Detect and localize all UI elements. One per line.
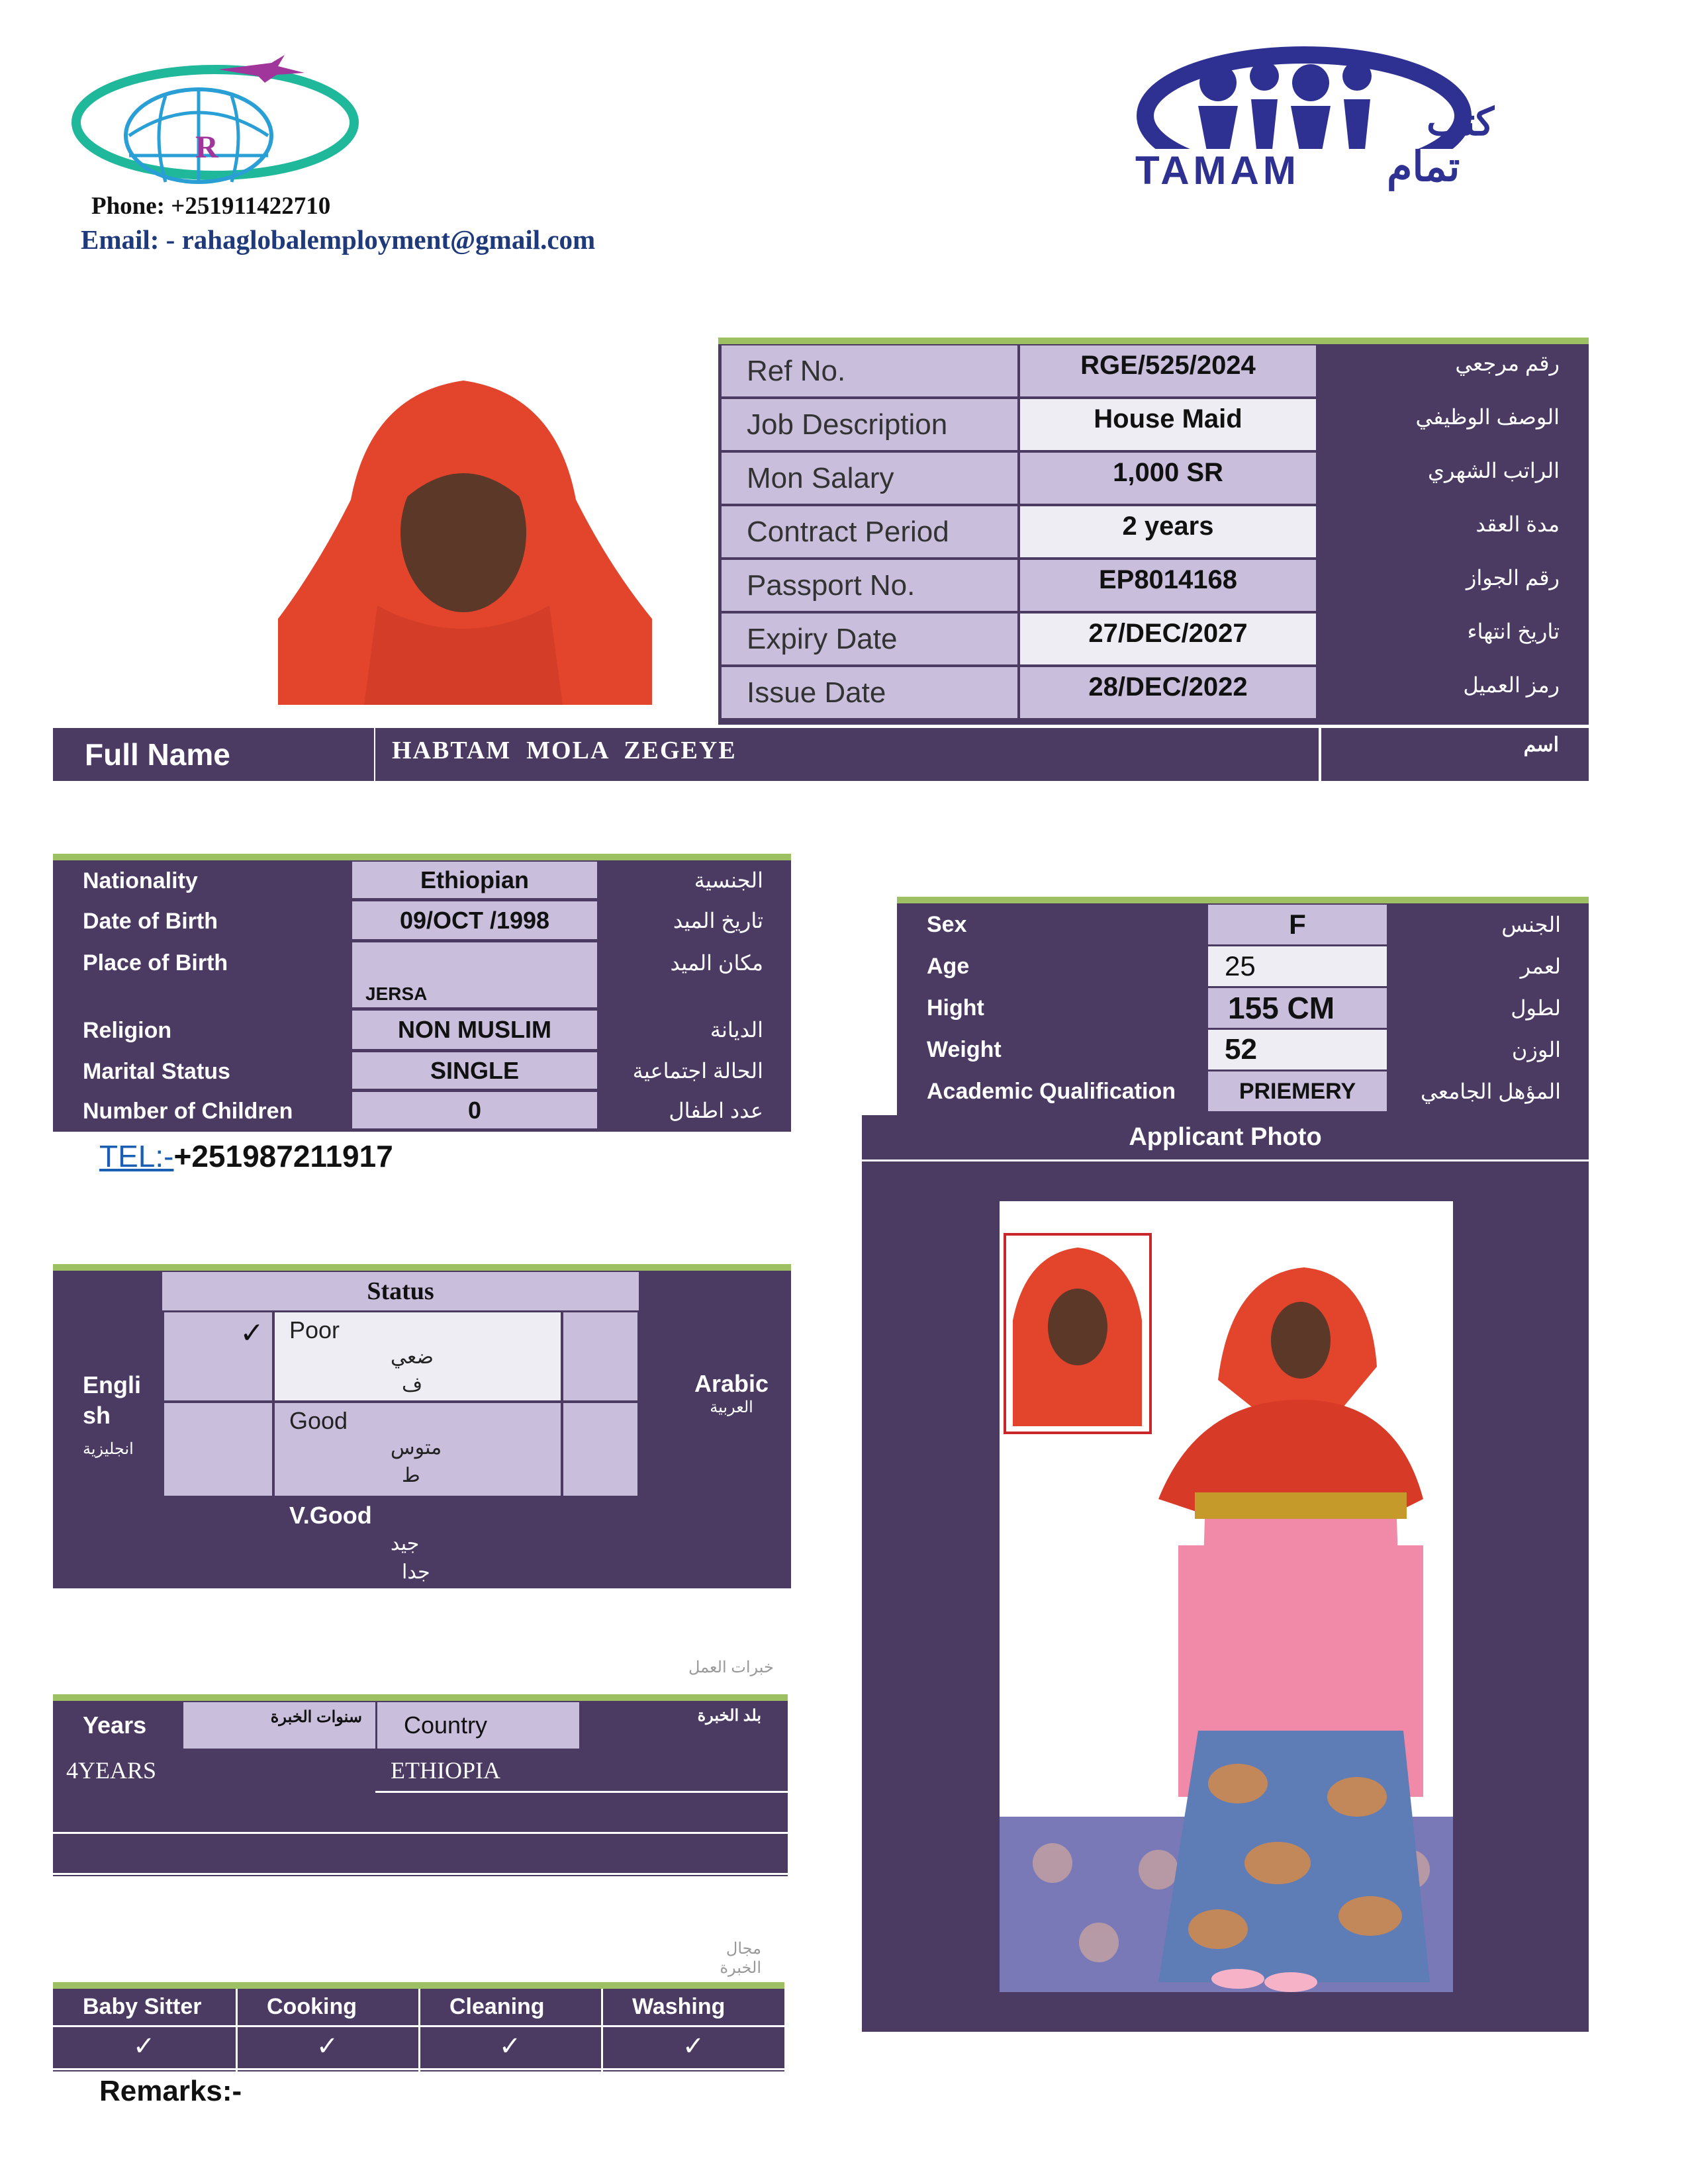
personal-value-3: NON MUSLIM	[352, 1011, 597, 1049]
level-cell-1	[275, 1403, 561, 1496]
level-label-0: Poor	[289, 1316, 340, 1343]
level-check-cell-0	[164, 1312, 272, 1400]
physical-value-0: F	[1208, 905, 1387, 944]
physical-label-3: Weight	[927, 1036, 1002, 1062]
info-label-4: Passport No.	[722, 560, 1017, 611]
years-value: 4YEARS	[66, 1757, 157, 1784]
years-label: Years	[83, 1711, 147, 1739]
personal-arabic-2: مكان الميد	[670, 951, 763, 975]
personal-label-1: Date of Birth	[83, 908, 218, 934]
info-value-0: RGE/525/2024	[1020, 345, 1316, 396]
skill-divider-1	[418, 1989, 420, 2071]
info-value-5: 27/DEC/2027	[1020, 614, 1316, 664]
physical-value-4: PRIEMERY	[1208, 1071, 1387, 1111]
arabic-label: Arabic العربية	[682, 1370, 781, 1417]
phone-text: Phone: +251911422710	[91, 193, 331, 220]
level-arabic2-0: ف	[402, 1374, 423, 1396]
info-value-4: EP8014168	[1020, 560, 1316, 611]
arabic-arabic: العربية	[710, 1398, 753, 1416]
remarks-label: Remarks:-	[99, 2075, 242, 2107]
status-header: Status	[162, 1272, 639, 1310]
tamam-logo-arabic: تمام	[1387, 144, 1460, 190]
full-name-arabic: اسم	[1321, 728, 1589, 781]
info-value-3: 2 years	[1020, 506, 1316, 557]
country-value: ETHIOPIA	[391, 1757, 500, 1784]
level-arabic-cell-0	[563, 1312, 637, 1400]
skill-row-divider	[53, 2025, 784, 2027]
info-value-6: 28/DEC/2022	[1020, 667, 1316, 718]
info-arabic-6: رمز العميل	[1463, 673, 1560, 697]
skill-check-1: ✓	[316, 2032, 339, 2061]
personal-value-5: 0	[352, 1092, 597, 1128]
personal-arabic-0: الجنسية	[694, 868, 763, 892]
physical-value-3: 52	[1208, 1030, 1387, 1069]
personal-label-3: Religion	[83, 1018, 172, 1043]
personal-label-2: Place of Birth	[83, 950, 228, 976]
personal-arabic-3: الديانة	[710, 1018, 763, 1042]
experience-title-arabic: خبرات العمل	[688, 1659, 774, 1676]
skill-label-0: Baby Sitter	[83, 1994, 202, 2019]
level-cell-2	[275, 1498, 561, 1587]
physical-label-0: Sex	[927, 911, 967, 937]
skill-label-2: Cleaning	[449, 1994, 545, 2019]
check-mark: ✓	[240, 1317, 264, 1349]
physical-label-2: Hight	[927, 995, 984, 1021]
logo-letter: R	[195, 130, 218, 165]
physical-arabic-3: الوزن	[1511, 1038, 1561, 1062]
physical-label-4: Academic Qualification	[927, 1078, 1176, 1104]
personal-arabic-5: عدد اطفال	[669, 1098, 763, 1122]
tamam-logo	[1132, 43, 1503, 193]
info-arabic-0: رقم مرجعي	[1455, 351, 1560, 375]
skill-label-3: Washing	[632, 1994, 726, 2019]
portrait-photo	[278, 367, 652, 705]
personal-value-2: JERSA	[352, 942, 597, 1007]
full-name-value: HABTAM MOLA ZEGEYE	[375, 728, 1319, 781]
full-body-photo	[1000, 1201, 1453, 1992]
physical-value-2: 155 CM	[1208, 988, 1387, 1028]
info-label-1: Job Description	[722, 399, 1017, 450]
info-label-3: Contract Period	[722, 506, 1017, 557]
level-check-cell-2	[164, 1498, 272, 1587]
level-arabic-1: متوس	[391, 1437, 442, 1459]
level-arabic2-1: ط	[402, 1465, 420, 1486]
skill-divider-0	[236, 1989, 238, 2071]
physical-arabic-1: لعمر	[1520, 954, 1561, 978]
skill-check-3: ✓	[682, 2032, 705, 2061]
level-label-2: V.Good	[289, 1502, 372, 1529]
skills-title-arabic: مجال الخبرة	[720, 1940, 761, 1977]
personal-value-1: 09/OCT /1998	[352, 901, 597, 939]
physical-value-1: 25	[1208, 946, 1387, 986]
tel-label[interactable]: TEL:-	[99, 1139, 174, 1173]
level-label-1: Good	[289, 1407, 348, 1434]
physical-arabic-2: لطول	[1511, 996, 1561, 1020]
personal-arabic-4: الحالة اجتماعية	[632, 1058, 763, 1083]
physical-label-1: Age	[927, 953, 970, 979]
skill-label-1: Cooking	[267, 1994, 357, 2019]
level-arabic-cell-2	[563, 1498, 637, 1587]
info-arabic-5: تاريخ انتهاء	[1467, 619, 1560, 643]
applicant-photo-title: Applicant Photo	[862, 1115, 1589, 1161]
info-arabic-2: الراتب الشهري	[1427, 459, 1560, 482]
personal-label-0: Nationality	[83, 868, 198, 893]
email-text: Email: - rahaglobalemployment@gmail.com	[81, 224, 596, 255]
country-label: Country	[377, 1702, 579, 1749]
english-label: Engli sh انجليزية	[83, 1371, 141, 1458]
info-arabic-3: مدة العقد	[1476, 512, 1560, 536]
personal-value-4: SINGLE	[352, 1052, 597, 1089]
info-label-2: Mon Salary	[722, 453, 1017, 504]
full-name-label: Full Name	[53, 728, 374, 781]
level-check-cell-1	[164, 1403, 272, 1496]
info-label-0: Ref No.	[722, 345, 1017, 396]
level-arabic-cell-1	[563, 1403, 637, 1496]
tel-value: +251987211917	[173, 1139, 393, 1173]
personal-arabic-1: تاريخ الميد	[673, 908, 763, 933]
tel-line	[99, 1138, 393, 1174]
physical-arabic-0: الجنس	[1501, 913, 1561, 936]
info-label-6: Issue Date	[722, 667, 1017, 718]
level-arabic2-2: جدا	[402, 1561, 430, 1583]
level-cell-0	[275, 1312, 561, 1400]
raha-logo	[66, 50, 364, 189]
personal-value-0: Ethiopian	[352, 862, 597, 898]
level-arabic-2: جيد	[391, 1533, 420, 1555]
country-arabic: بلد الخبرة	[697, 1707, 761, 1725]
level-arabic-0: ضعي	[391, 1346, 434, 1368]
info-label-5: Expiry Date	[722, 614, 1017, 664]
tamam-logo-arabic-top: كتب	[1427, 101, 1495, 144]
physical-arabic-4: المؤهل الجامعي	[1421, 1079, 1561, 1103]
skill-bottom-line	[53, 2068, 784, 2070]
skill-check-0: ✓	[132, 2032, 156, 2061]
info-arabic-4: رقم الجواز	[1466, 566, 1560, 590]
info-arabic-1: الوصف الوظيفي	[1415, 405, 1560, 429]
years-arabic: سنوات الخبرة	[183, 1702, 375, 1749]
info-value-1: House Maid	[1020, 399, 1316, 450]
skill-divider-2	[601, 1989, 603, 2071]
tamam-logo-text: TAMAM	[1135, 148, 1300, 193]
english-arabic: انجليزية	[83, 1440, 134, 1458]
info-value-2: 1,000 SR	[1020, 453, 1316, 504]
personal-label-5: Number of Children	[83, 1098, 293, 1124]
personal-label-4: Marital Status	[83, 1058, 230, 1084]
skill-check-2: ✓	[498, 2032, 522, 2061]
